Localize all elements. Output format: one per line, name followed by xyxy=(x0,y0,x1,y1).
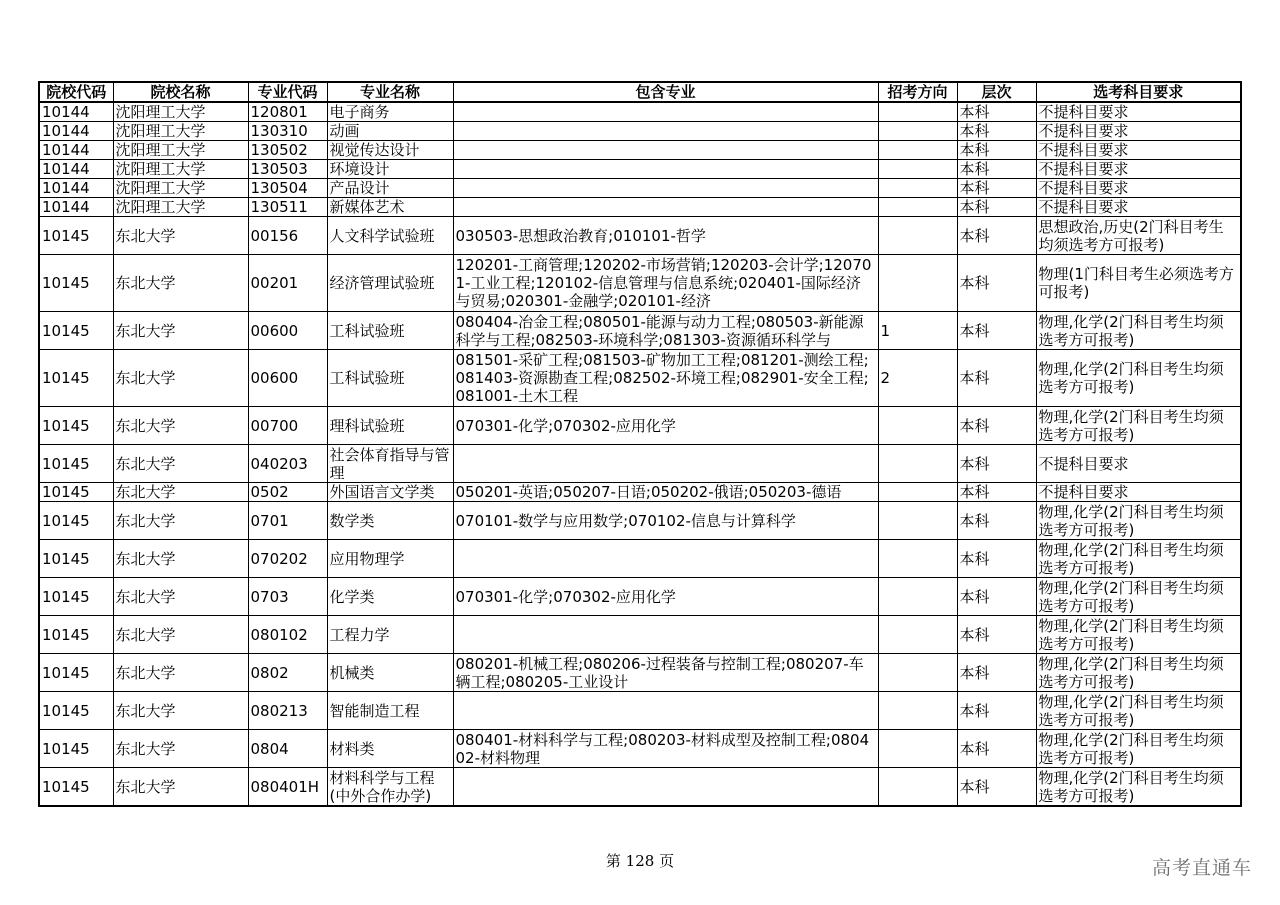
cell-major-name: 机械类 xyxy=(327,654,453,692)
cell-major-code: 0703 xyxy=(248,578,327,616)
cell-level: 本科 xyxy=(957,768,1036,807)
cell-major-code: 080213 xyxy=(248,692,327,730)
cell-level: 本科 xyxy=(957,654,1036,692)
cell-school-code: 10145 xyxy=(39,654,113,692)
cell-direction xyxy=(878,692,957,730)
cell-direction xyxy=(878,445,957,483)
cell-major-code: 0804 xyxy=(248,730,327,768)
cell-school-code: 10145 xyxy=(39,350,113,407)
header-school-code: 院校代码 xyxy=(39,82,113,102)
cell-school-code: 10144 xyxy=(39,141,113,160)
cell-major-name: 材料类 xyxy=(327,730,453,768)
cell-included-majors xyxy=(453,692,878,730)
table-row xyxy=(39,160,1241,179)
cell-subject-requirement: 不提科目要求 xyxy=(1036,160,1241,179)
cell-school-code: 10145 xyxy=(39,217,113,255)
table-row xyxy=(39,350,1241,407)
cell-subject-requirement: 物理,化学(2门科目考生均须选考方可报考) xyxy=(1036,768,1241,807)
cell-major-name: 材料科学与工程(中外合作办学) xyxy=(327,768,453,807)
cell-major-code: 130504 xyxy=(248,179,327,198)
cell-major-code: 00600 xyxy=(248,312,327,350)
cell-included-majors xyxy=(453,445,878,483)
cell-major-code: 0701 xyxy=(248,502,327,540)
header-direction: 招考方向 xyxy=(878,82,957,102)
cell-included-majors: 030503-思想政治教育;010101-哲学 xyxy=(453,217,878,255)
cell-level: 本科 xyxy=(957,255,1036,312)
cell-direction xyxy=(878,217,957,255)
cell-major-name: 新媒体艺术 xyxy=(327,198,453,217)
cell-major-name: 人文科学试验班 xyxy=(327,217,453,255)
cell-school-code: 10145 xyxy=(39,445,113,483)
cell-major-code: 130503 xyxy=(248,160,327,179)
cell-school-code: 10145 xyxy=(39,616,113,654)
cell-major-name: 外国语言文学类 xyxy=(327,483,453,502)
cell-major-code: 130310 xyxy=(248,122,327,141)
cell-major-name: 理科试验班 xyxy=(327,407,453,445)
cell-included-majors: 080401-材料科学与工程;080203-材料成型及控制工程;080402-材料物理 xyxy=(453,730,878,768)
cell-major-code: 00156 xyxy=(248,217,327,255)
table-row xyxy=(39,407,1241,445)
cell-subject-requirement: 物理,化学(2门科目考生均须选考方可报考) xyxy=(1036,692,1241,730)
cell-school-code: 10145 xyxy=(39,312,113,350)
cell-level: 本科 xyxy=(957,407,1036,445)
cell-school-name: 东北大学 xyxy=(113,616,248,654)
cell-subject-requirement: 不提科目要求 xyxy=(1036,198,1241,217)
cell-level: 本科 xyxy=(957,616,1036,654)
cell-included-majors: 081501-采矿工程;081503-矿物加工工程;081201-测绘工程;081403-资源勘查工程;082502-环境工程;082901-安全工程;081001-土木工程 xyxy=(453,350,878,407)
cell-school-name: 东北大学 xyxy=(113,692,248,730)
cell-school-code: 10145 xyxy=(39,502,113,540)
cell-subject-requirement: 不提科目要求 xyxy=(1036,179,1241,198)
cell-direction xyxy=(878,179,957,198)
cell-included-majors: 120201-工商管理;120202-市场营销;120203-会计学;120701-工业工程;120102-信息管理与信息系统;020401-国际经济与贸易;020301-金融学;020101-经济 xyxy=(453,255,878,312)
header-major-code: 专业代码 xyxy=(248,82,327,102)
cell-school-code: 10145 xyxy=(39,407,113,445)
table-row xyxy=(39,540,1241,578)
cell-school-name: 东北大学 xyxy=(113,255,248,312)
cell-subject-requirement: 物理(1门科目考生必须选考方可报考) xyxy=(1036,255,1241,312)
cell-school-name: 东北大学 xyxy=(113,654,248,692)
cell-included-majors: 070301-化学;070302-应用化学 xyxy=(453,578,878,616)
cell-major-code: 0502 xyxy=(248,483,327,502)
cell-school-name: 沈阳理工大学 xyxy=(113,198,248,217)
cell-school-code: 10144 xyxy=(39,198,113,217)
cell-subject-requirement: 物理,化学(2门科目考生均须选考方可报考) xyxy=(1036,654,1241,692)
header-school-name: 院校名称 xyxy=(113,82,248,102)
cell-subject-requirement: 物理,化学(2门科目考生均须选考方可报考) xyxy=(1036,578,1241,616)
cell-major-code: 040203 xyxy=(248,445,327,483)
cell-direction xyxy=(878,768,957,807)
cell-direction xyxy=(878,502,957,540)
cell-school-name: 东北大学 xyxy=(113,578,248,616)
cell-included-majors xyxy=(453,540,878,578)
cell-direction xyxy=(878,141,957,160)
cell-major-code: 00201 xyxy=(248,255,327,312)
cell-subject-requirement: 思想政治,历史(2门科目考生均须选考方可报考) xyxy=(1036,217,1241,255)
cell-school-name: 东北大学 xyxy=(113,312,248,350)
cell-level: 本科 xyxy=(957,692,1036,730)
cell-direction xyxy=(878,407,957,445)
cell-school-name: 沈阳理工大学 xyxy=(113,141,248,160)
cell-level: 本科 xyxy=(957,540,1036,578)
cell-subject-requirement: 物理,化学(2门科目考生均须选考方可报考) xyxy=(1036,312,1241,350)
cell-major-code: 130511 xyxy=(248,198,327,217)
cell-level: 本科 xyxy=(957,102,1036,122)
cell-school-name: 东北大学 xyxy=(113,350,248,407)
cell-direction xyxy=(878,483,957,502)
cell-school-name: 东北大学 xyxy=(113,768,248,807)
table-row xyxy=(39,692,1241,730)
cell-major-name: 环境设计 xyxy=(327,160,453,179)
cell-major-name: 工科试验班 xyxy=(327,312,453,350)
cell-subject-requirement: 不提科目要求 xyxy=(1036,141,1241,160)
table-row xyxy=(39,502,1241,540)
cell-school-name: 东北大学 xyxy=(113,540,248,578)
cell-level: 本科 xyxy=(957,350,1036,407)
cell-subject-requirement: 物理,化学(2门科目考生均须选考方可报考) xyxy=(1036,540,1241,578)
header-level: 层次 xyxy=(957,82,1036,102)
cell-level: 本科 xyxy=(957,730,1036,768)
cell-school-code: 10145 xyxy=(39,255,113,312)
cell-direction xyxy=(878,578,957,616)
cell-direction xyxy=(878,198,957,217)
cell-school-name: 沈阳理工大学 xyxy=(113,160,248,179)
cell-included-majors xyxy=(453,122,878,141)
cell-major-name: 电子商务 xyxy=(327,102,453,122)
cell-level: 本科 xyxy=(957,578,1036,616)
cell-major-name: 动画 xyxy=(327,122,453,141)
cell-included-majors: 050201-英语;050207-日语;050202-俄语;050203-德语 xyxy=(453,483,878,502)
cell-included-majors xyxy=(453,179,878,198)
cell-level: 本科 xyxy=(957,483,1036,502)
cell-major-code: 00600 xyxy=(248,350,327,407)
cell-subject-requirement: 物理,化学(2门科目考生均须选考方可报考) xyxy=(1036,730,1241,768)
cell-direction xyxy=(878,255,957,312)
admission-table xyxy=(38,81,1242,807)
cell-level: 本科 xyxy=(957,122,1036,141)
cell-level: 本科 xyxy=(957,198,1036,217)
cell-level: 本科 xyxy=(957,141,1036,160)
table-row xyxy=(39,730,1241,768)
cell-major-name: 视觉传达设计 xyxy=(327,141,453,160)
table-body xyxy=(39,102,1241,806)
cell-level: 本科 xyxy=(957,445,1036,483)
cell-direction xyxy=(878,654,957,692)
cell-major-code: 070202 xyxy=(248,540,327,578)
cell-school-name: 沈阳理工大学 xyxy=(113,102,248,122)
cell-direction xyxy=(878,616,957,654)
cell-school-name: 东北大学 xyxy=(113,217,248,255)
table-row xyxy=(39,141,1241,160)
cell-level: 本科 xyxy=(957,502,1036,540)
header-subject-requirement: 选考科目要求 xyxy=(1036,82,1241,102)
table-row xyxy=(39,122,1241,141)
cell-included-majors xyxy=(453,198,878,217)
cell-included-majors: 070301-化学;070302-应用化学 xyxy=(453,407,878,445)
cell-major-code: 0802 xyxy=(248,654,327,692)
cell-included-majors: 080404-冶金工程;080501-能源与动力工程;080503-新能源科学与工程;082503-环境科学;081303-资源循环科学与 xyxy=(453,312,878,350)
watermark-text: 高考直通车 xyxy=(1151,857,1252,879)
cell-direction xyxy=(878,160,957,179)
table-row xyxy=(39,616,1241,654)
page-number: 第 128 页 xyxy=(605,852,675,870)
cell-major-name: 应用物理学 xyxy=(327,540,453,578)
cell-subject-requirement: 不提科目要求 xyxy=(1036,483,1241,502)
cell-major-code: 080102 xyxy=(248,616,327,654)
cell-direction xyxy=(878,102,957,122)
cell-included-majors xyxy=(453,616,878,654)
cell-major-name: 社会体育指导与管理 xyxy=(327,445,453,483)
cell-major-code: 00700 xyxy=(248,407,327,445)
cell-direction xyxy=(878,122,957,141)
cell-included-majors: 070101-数学与应用数学;070102-信息与计算科学 xyxy=(453,502,878,540)
cell-major-code: 120801 xyxy=(248,102,327,122)
cell-included-majors xyxy=(453,768,878,807)
cell-school-name: 东北大学 xyxy=(113,445,248,483)
cell-subject-requirement: 物理,化学(2门科目考生均须选考方可报考) xyxy=(1036,350,1241,407)
cell-school-code: 10145 xyxy=(39,692,113,730)
cell-included-majors xyxy=(453,141,878,160)
table-row xyxy=(39,578,1241,616)
table-row xyxy=(39,217,1241,255)
cell-school-name: 东北大学 xyxy=(113,502,248,540)
cell-subject-requirement: 物理,化学(2门科目考生均须选考方可报考) xyxy=(1036,616,1241,654)
header-row xyxy=(39,82,1241,102)
cell-major-name: 数学类 xyxy=(327,502,453,540)
cell-level: 本科 xyxy=(957,217,1036,255)
cell-school-code: 10144 xyxy=(39,179,113,198)
cell-school-name: 东北大学 xyxy=(113,407,248,445)
table-row xyxy=(39,312,1241,350)
cell-subject-requirement: 不提科目要求 xyxy=(1036,122,1241,141)
cell-school-code: 10145 xyxy=(39,730,113,768)
table-row xyxy=(39,255,1241,312)
header-included-majors: 包含专业 xyxy=(453,82,878,102)
cell-subject-requirement: 物理,化学(2门科目考生均须选考方可报考) xyxy=(1036,407,1241,445)
cell-school-name: 沈阳理工大学 xyxy=(113,122,248,141)
cell-school-code: 10144 xyxy=(39,160,113,179)
cell-school-name: 东北大学 xyxy=(113,730,248,768)
cell-direction xyxy=(878,540,957,578)
cell-major-name: 智能制造工程 xyxy=(327,692,453,730)
cell-level: 本科 xyxy=(957,179,1036,198)
cell-included-majors xyxy=(453,160,878,179)
cell-school-code: 10145 xyxy=(39,768,113,807)
cell-major-name: 工程力学 xyxy=(327,616,453,654)
cell-school-name: 东北大学 xyxy=(113,483,248,502)
table-row xyxy=(39,102,1241,122)
cell-major-name: 产品设计 xyxy=(327,179,453,198)
cell-major-name: 工科试验班 xyxy=(327,350,453,407)
table-row xyxy=(39,768,1241,807)
cell-major-code: 080401H xyxy=(248,768,327,807)
table-row xyxy=(39,179,1241,198)
cell-school-code: 10144 xyxy=(39,122,113,141)
cell-direction: 2 xyxy=(878,350,957,407)
cell-level: 本科 xyxy=(957,312,1036,350)
table-row xyxy=(39,654,1241,692)
table-row xyxy=(39,445,1241,483)
cell-school-code: 10145 xyxy=(39,483,113,502)
cell-included-majors: 080201-机械工程;080206-过程装备与控制工程;080207-车辆工程;080205-工业设计 xyxy=(453,654,878,692)
cell-major-code: 130502 xyxy=(248,141,327,160)
cell-school-code: 10145 xyxy=(39,578,113,616)
cell-school-code: 10145 xyxy=(39,540,113,578)
cell-school-name: 沈阳理工大学 xyxy=(113,179,248,198)
cell-direction: 1 xyxy=(878,312,957,350)
cell-level: 本科 xyxy=(957,160,1036,179)
cell-included-majors xyxy=(453,102,878,122)
cell-direction xyxy=(878,730,957,768)
table-row xyxy=(39,198,1241,217)
cell-subject-requirement: 物理,化学(2门科目考生均须选考方可报考) xyxy=(1036,502,1241,540)
cell-major-name: 化学类 xyxy=(327,578,453,616)
header-major-name: 专业名称 xyxy=(327,82,453,102)
cell-major-name: 经济管理试验班 xyxy=(327,255,453,312)
cell-subject-requirement: 不提科目要求 xyxy=(1036,102,1241,122)
table-row xyxy=(39,483,1241,502)
cell-subject-requirement: 不提科目要求 xyxy=(1036,445,1241,483)
cell-school-code: 10144 xyxy=(39,102,113,122)
